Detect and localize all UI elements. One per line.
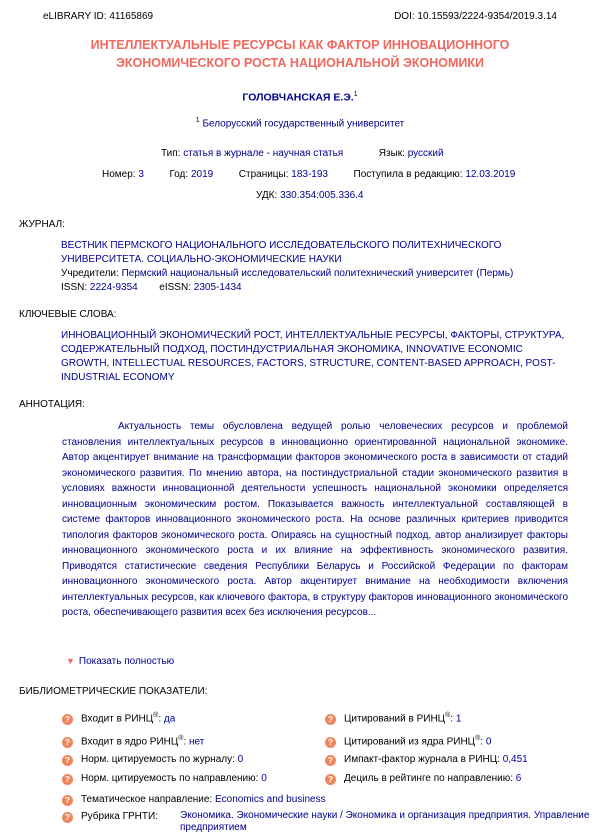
thematic-label: Тематическое направление:: [81, 794, 213, 805]
author-name[interactable]: ГОЛОВЧАНСКАЯ Е.Э.: [242, 91, 354, 104]
elibrary-id: eLIBRARY ID: 41165869: [43, 11, 154, 22]
title-line-2: ЭКОНОМИЧЕСКОГО РОСТА НАЦИОНАЛЬНОЙ ЭКОНОМИКИ: [115, 56, 485, 70]
issn-label: ISSN:: [61, 282, 88, 293]
journal-name[interactable]: [61, 239, 565, 267]
decile-value: 6: [515, 773, 522, 784]
core-value: нет: [189, 736, 205, 748]
article-title: [30, 36, 570, 72]
received-value: 12.03.2019: [465, 169, 516, 180]
affil-name[interactable]: Белорусский государственный университет: [202, 118, 405, 130]
help-icon[interactable]: ?: [62, 737, 73, 748]
bib-citations: ? Цитирований в РИНЦ®: 1: [325, 712, 461, 725]
norm-direction-value: 0: [261, 773, 267, 784]
pages-label: Страницы:: [238, 169, 289, 180]
bib-norm-direction: [62, 773, 267, 785]
bib-decile: [325, 773, 521, 785]
received-label: Поступила в редакцию:: [353, 169, 463, 180]
number-label: Номер:: [102, 169, 136, 180]
abstract-heading: АННОТАЦИЯ:: [19, 399, 85, 410]
affil-number: 1: [195, 117, 200, 124]
eissn-label: eISSN:: [159, 282, 191, 293]
title-line-1: ИНТЕЛЛЕКТУАЛЬНЫЕ РЕСУРСЫ КАК ФАКТОР ИННОВАЦИОННОГО: [90, 38, 510, 52]
impact-label: Импакт-фактор журнала в РИНЦ:: [344, 754, 500, 765]
citations-value[interactable]: 1: [455, 713, 462, 725]
founders-label: Учредители:: [61, 268, 119, 279]
citations-label: Цитирований в РИНЦ: [344, 713, 446, 725]
journal-heading: ЖУРНАЛ:: [19, 219, 65, 230]
year-label: Год:: [169, 169, 189, 180]
bib-norm-journal: [62, 754, 243, 766]
udk-label: УДК:: [256, 190, 278, 201]
meta-udk-row: [256, 190, 363, 201]
doi: DOI: 10.15593/2224-9354/2019.3.14: [394, 11, 557, 22]
core-label: Входит в ядро РИНЦ: [81, 736, 179, 748]
help-icon[interactable]: ?: [325, 737, 336, 748]
journal-block: [61, 239, 565, 295]
type-label: Тип:: [161, 148, 181, 159]
norm-journal-label: Норм. цитируемость по журналу:: [81, 754, 235, 765]
bib-thematic: [62, 794, 326, 806]
help-icon[interactable]: ?: [62, 755, 73, 766]
keywords-line-3[interactable]: GROWTH, INTELLECTUAL RESOURCES, FACTORS, STRUCTURE, CONTENT-BASED APPROACH, POST-: [61, 358, 556, 369]
language-label: Язык:: [378, 148, 405, 159]
decile-label: Дециль в рейтинге по направлению:: [344, 773, 513, 784]
core-citations-label: Цитирований из ядра РИНЦ: [344, 736, 476, 748]
bib-rinc: ? Входит в РИНЦ®: да: [62, 712, 175, 725]
abstract-text: [62, 419, 568, 621]
thematic-value[interactable]: Economics and business: [214, 794, 326, 805]
help-icon[interactable]: ?: [62, 795, 73, 806]
keywords-line-1[interactable]: ИННОВАЦИОННЫЙ ЭКОНОМИЧЕСКИЙ РОСТ, ИНТЕЛЛЕКТУАЛЬНЫЕ РЕСУРСЫ, ФАКТОРЫ, СТРУКТУРА,: [61, 330, 565, 341]
help-icon[interactable]: ?: [62, 812, 73, 823]
registered-mark: ®: [178, 735, 184, 742]
year-value: 2019: [190, 169, 214, 180]
meta-issue-row: [102, 169, 515, 180]
bib-rinc-core: ? Входит в ядро РИНЦ®: нет: [62, 735, 204, 748]
issn-value: 2224-9354: [89, 282, 138, 293]
number-value[interactable]: 3: [138, 169, 144, 180]
help-icon[interactable]: ?: [325, 714, 336, 725]
bib-impact: [325, 754, 528, 766]
triangle-down-icon: ▼: [66, 656, 75, 666]
founders-value[interactable]: Пермский национальный исследовательский политехнический университет (Пермь): [121, 268, 514, 279]
language-value: русский: [407, 148, 444, 159]
journal-name-line-1[interactable]: ВЕСТНИК ПЕРМСКОГО НАЦИОНАЛЬНОГО ИССЛЕДОВАТЕЛЬСКОГО ПОЛИТЕХНИЧЕСКОГО: [61, 240, 502, 251]
show-more-label[interactable]: Показать полностью: [78, 656, 175, 667]
meta-type-row: [161, 148, 444, 159]
grnti-value[interactable]: Экономика. Экономические науки / Экономика и организация предприятия. Управление предприятием: [180, 810, 590, 833]
abstract-paragraph: Актуальность темы обусловлена ведущей ролью человеческих ресурсов и проблемой становления интеллектуальных ресурсов в инновационно ориентированной национальной экономике. Автор акцентирует внимание на трансформации факторов экономического роста в зависимости от стадий экономического развития. По мнению автора, на постиндустриальной стадии экономического развития в условиях важности инновационной деятельности успешность национальной экономики определяется инновационным экономическим ростом. Показывается важность интеллектуальной составляющей в системе факторов инновационного экономического роста. На основе различных критериев приводится типология факторов экономического роста. Опираясь на сущностный подход, автор анализирует факторы инновационного экономического роста и их влияние на эффективность экономического развития. Приводятся статистические сведения Республики Беларусь и Российской Федерации по факторам инновационного экономического роста. Автор акцентирует внимание на необходимости включения интеллектуальных ресурсов, как ключевого фактора, в структуру факторов инновационного экономического роста, обеспечивающего развития всех без исключения ресурсов...: [62, 421, 568, 618]
core-citations-value: 0: [485, 736, 492, 748]
bibliometrics-heading: БИБЛИОМЕТРИЧЕСКИЕ ПОКАЗАТЕЛИ:: [19, 686, 208, 697]
rinc-label: Входит в РИНЦ: [81, 713, 154, 725]
affiliation: [0, 117, 600, 129]
help-icon[interactable]: ?: [62, 714, 73, 725]
registered-mark: ®: [475, 735, 481, 742]
registered-mark: ®: [445, 712, 451, 719]
top-info-bar: [43, 11, 557, 25]
keywords-line-2[interactable]: СОДЕРЖАТЕЛЬНЫЙ ПОДХОД, ПОСТИНДУСТРИАЛЬНАЯ ЭКОНОМИКА, INNOVATIVE ECONOMIC: [61, 344, 523, 355]
author: [0, 91, 600, 104]
journal-name-line-2[interactable]: УНИВЕРСИТЕТА. СОЦИАЛЬНО-ЭКОНОМИЧЕСКИЕ НАУКИ: [61, 254, 342, 265]
show-more-link[interactable]: [66, 656, 174, 667]
author-affil-ref: 1: [353, 91, 358, 98]
registered-mark: ®: [153, 712, 159, 719]
norm-direction-label: Норм. цитируемость по направлению:: [81, 773, 259, 784]
type-value: статья в журнале - научная статья: [183, 148, 344, 159]
help-icon[interactable]: ?: [62, 774, 73, 785]
keywords-line-4[interactable]: INDUSTRIAL ECONOMY: [61, 372, 175, 383]
bib-core-citations: ? Цитирований из ядра РИНЦ®: 0: [325, 735, 491, 748]
bib-grnti: [62, 811, 158, 823]
keywords-list: [61, 329, 565, 385]
grnti-label: Рубрика ГРНТИ:: [81, 811, 158, 822]
impact-value: 0,451: [502, 754, 528, 765]
help-icon[interactable]: ?: [325, 755, 336, 766]
help-icon[interactable]: ?: [325, 774, 336, 785]
keywords-heading: КЛЮЧЕВЫЕ СЛОВА:: [19, 309, 117, 320]
norm-journal-value: 0: [237, 754, 244, 765]
eissn-value: 2305-1434: [193, 282, 242, 293]
udk-value: 330.354:005.336.4: [280, 190, 364, 201]
pages-value: 183-193: [291, 169, 328, 180]
rinc-value: да: [163, 713, 176, 725]
